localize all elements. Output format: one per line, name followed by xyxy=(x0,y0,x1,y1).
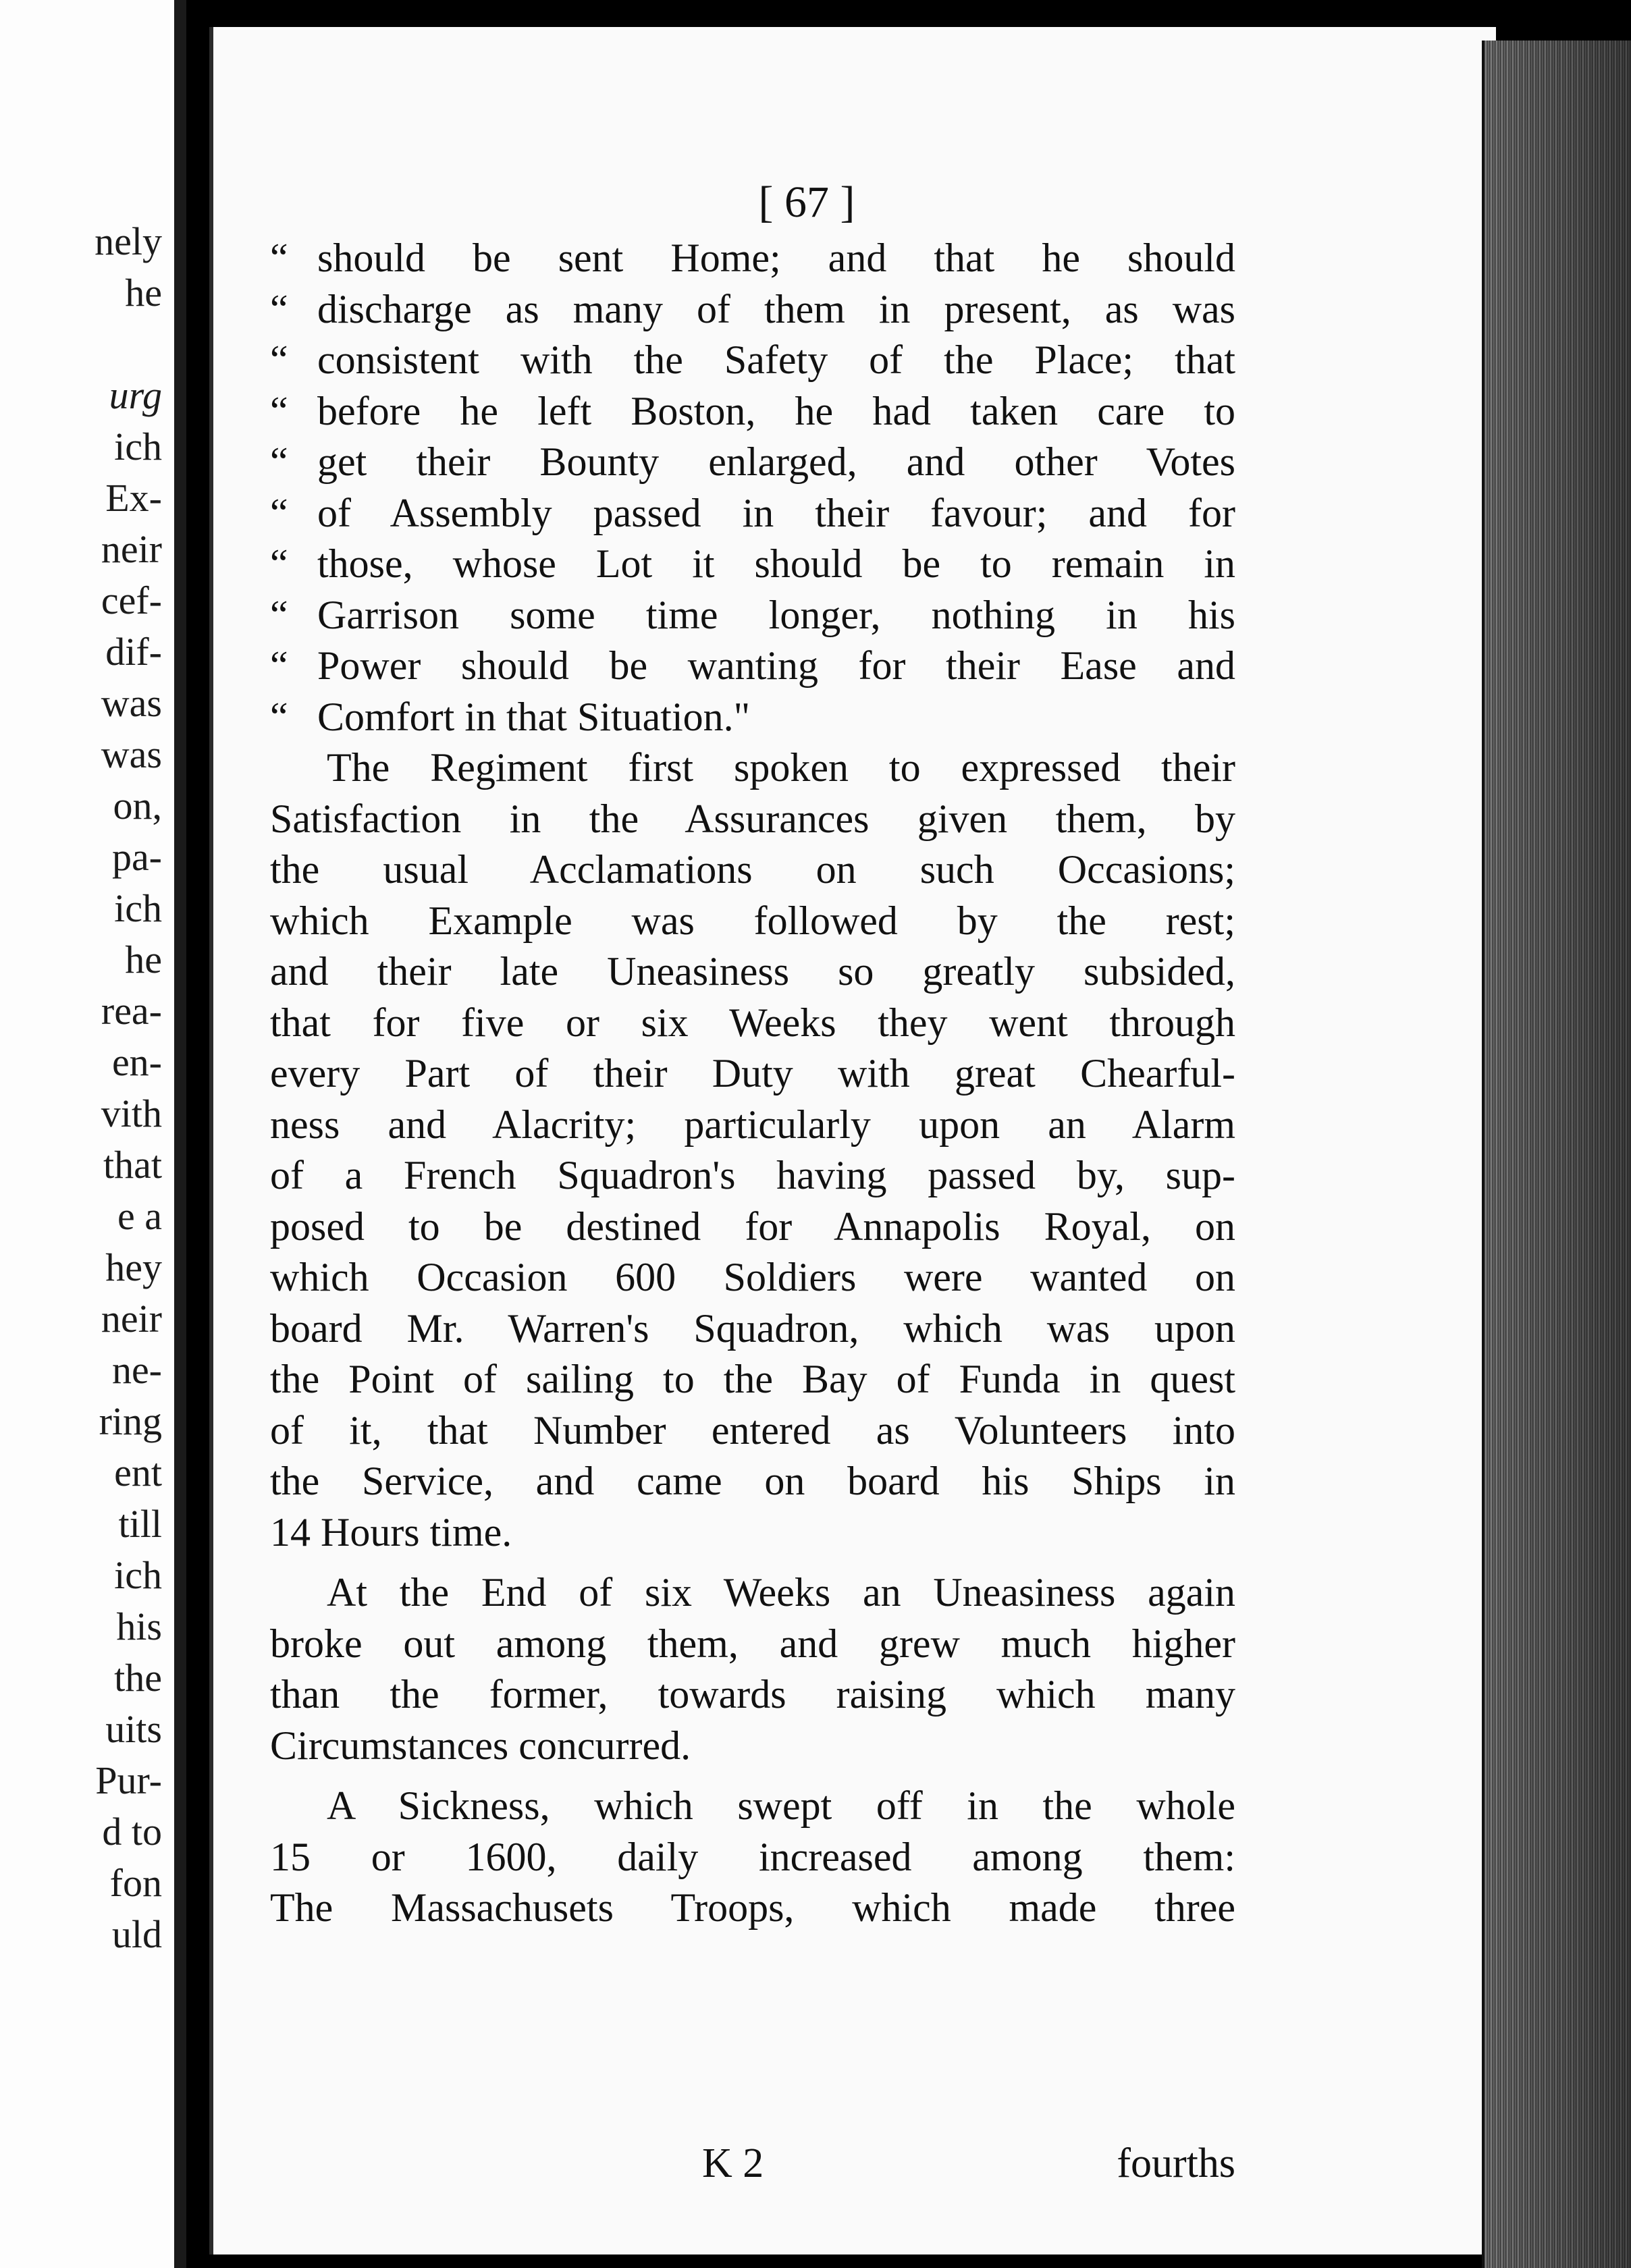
paragraph-regiment xyxy=(270,742,1235,1558)
facing-page-fragment: was xyxy=(101,732,162,776)
facing-page-fragment: e a xyxy=(117,1194,162,1238)
facing-page-fragment: cef- xyxy=(101,578,162,622)
facing-page-fragment: neir xyxy=(101,527,162,571)
text-line: 15 or 1600, daily increased among them: xyxy=(270,1834,1235,1879)
text-line: A Sickness, which swept off in the whole xyxy=(327,1783,1235,1828)
text-line: than the former, towards raising which many xyxy=(270,1672,1235,1717)
facing-page-fragment: ent xyxy=(114,1451,162,1494)
facing-page-fragment: was xyxy=(101,681,162,725)
facing-page-fragment: vith xyxy=(101,1091,162,1135)
text-line: which Example was followed by the rest; xyxy=(270,898,1235,943)
quote-line: “ Comfort in that Situation." xyxy=(270,694,751,739)
facing-page-fragment: pa- xyxy=(111,835,162,879)
facing-page-fragment: ne- xyxy=(111,1348,162,1392)
text-line: At the End of six Weeks an Uneasiness again xyxy=(327,1570,1235,1615)
text-line: which Occasion 600 Soldiers were wanted on xyxy=(270,1255,1235,1299)
facing-page-fragment: neir xyxy=(101,1297,162,1341)
facing-page-fragment: the xyxy=(114,1656,162,1700)
text-line: the Service, and came on board his Ships in xyxy=(270,1459,1235,1503)
facing-page-fragment: Pur- xyxy=(95,1758,162,1802)
facing-page-fragment xyxy=(95,319,162,370)
text-line: of a French Squadron's having passed by, sup- xyxy=(270,1153,1235,1197)
quote-line: “ discharge as many of them in present, as was xyxy=(270,286,1235,331)
text-line: the usual Acclamations on such Occasions; xyxy=(270,847,1235,892)
facing-page-fragment: till xyxy=(118,1502,162,1546)
facing-page-fragment: Ex- xyxy=(105,476,162,520)
facing-page-fragment: d to xyxy=(102,1810,162,1854)
text-line: that for five or six Weeks they went through xyxy=(270,1000,1235,1045)
text-line: Circumstances concurred. xyxy=(270,1723,691,1768)
facing-page-fragment: his xyxy=(116,1604,162,1648)
facing-page-fragment: on, xyxy=(113,784,162,828)
facing-page-fragment: ich xyxy=(114,1553,162,1597)
text-line: Satisfaction in the Assurances given them, by xyxy=(270,796,1235,841)
quote-line: “ before he left Boston, he had taken care to xyxy=(270,388,1235,433)
facing-page-fragment: he xyxy=(125,271,162,315)
quote-line: “ Garrison some time longer, nothing in his xyxy=(270,592,1235,637)
text-line: ness and Alacrity; particularly upon an Alarm xyxy=(270,1102,1235,1147)
page-text xyxy=(270,172,1235,2186)
facing-page-left xyxy=(0,0,186,2268)
text-line: The Massachusets Troops, which made three xyxy=(270,1885,1235,1930)
text-line: and their late Uneasiness so greatly subsided, xyxy=(270,949,1235,994)
facing-page-fragment: he xyxy=(125,938,162,981)
facing-page-text xyxy=(95,216,162,1960)
text-line: board Mr. Warren's Squadron, which was upon xyxy=(270,1305,1235,1351)
text-line: broke out among them, and grew much higher xyxy=(270,1621,1235,1666)
facing-page-fragment: that xyxy=(103,1143,162,1187)
quote-line: “ of Assembly passed in their favour; and for xyxy=(270,490,1235,535)
paragraph-uneasiness xyxy=(270,1567,1235,1771)
text-line: the Point of sailing to the Bay of Funda in quest xyxy=(270,1357,1235,1401)
facing-page-fragment: nely xyxy=(95,219,162,263)
quote-line: “ consistent with the Safety of the Place; that xyxy=(270,338,1235,382)
facing-page-fragment: en- xyxy=(111,1040,162,1084)
facing-page-fragment: dif- xyxy=(105,630,162,674)
text-line: 14 Hours time. xyxy=(270,1509,512,1555)
text-line: every Part of their Duty with great Chearful- xyxy=(270,1051,1235,1096)
facing-page-fragment: uld xyxy=(111,1912,162,1956)
text-line: posed to be destined for Annapolis Royal, on xyxy=(270,1204,1235,1249)
quote-line: “ those, whose Lot it should be to remain in xyxy=(270,541,1235,586)
paragraph-sickness xyxy=(270,1781,1235,1934)
quote-line: “ get their Bounty enlarged, and other Votes xyxy=(270,439,1235,484)
facing-page-fragment: ich xyxy=(114,425,162,468)
facing-page-fragment: fon xyxy=(109,1861,162,1905)
facing-page-fragment: urg xyxy=(109,373,162,417)
signature-mark: K 2 xyxy=(702,2140,764,2186)
quote-line: “ should be sent Home; and that he should xyxy=(270,236,1235,280)
page-footer xyxy=(270,2136,1235,2190)
text-line: The Regiment first spoken to expressed their xyxy=(327,745,1235,790)
catchword: fourths xyxy=(1117,2140,1235,2186)
page-edges xyxy=(1482,40,1631,2268)
quotation-block xyxy=(270,233,1235,742)
facing-page-fragment: uits xyxy=(105,1707,162,1751)
facing-page-fragment: ich xyxy=(114,886,162,930)
quote-line: “ Power should be wanting for their Ease and xyxy=(270,643,1235,688)
page-number: [ 67 ] xyxy=(758,178,855,227)
text-line: of it, that Number entered as Volunteers into xyxy=(270,1407,1235,1453)
facing-page-fragment: ring xyxy=(99,1399,162,1443)
facing-page-fragment: hey xyxy=(105,1245,162,1289)
facing-page-fragment: rea- xyxy=(101,989,162,1033)
